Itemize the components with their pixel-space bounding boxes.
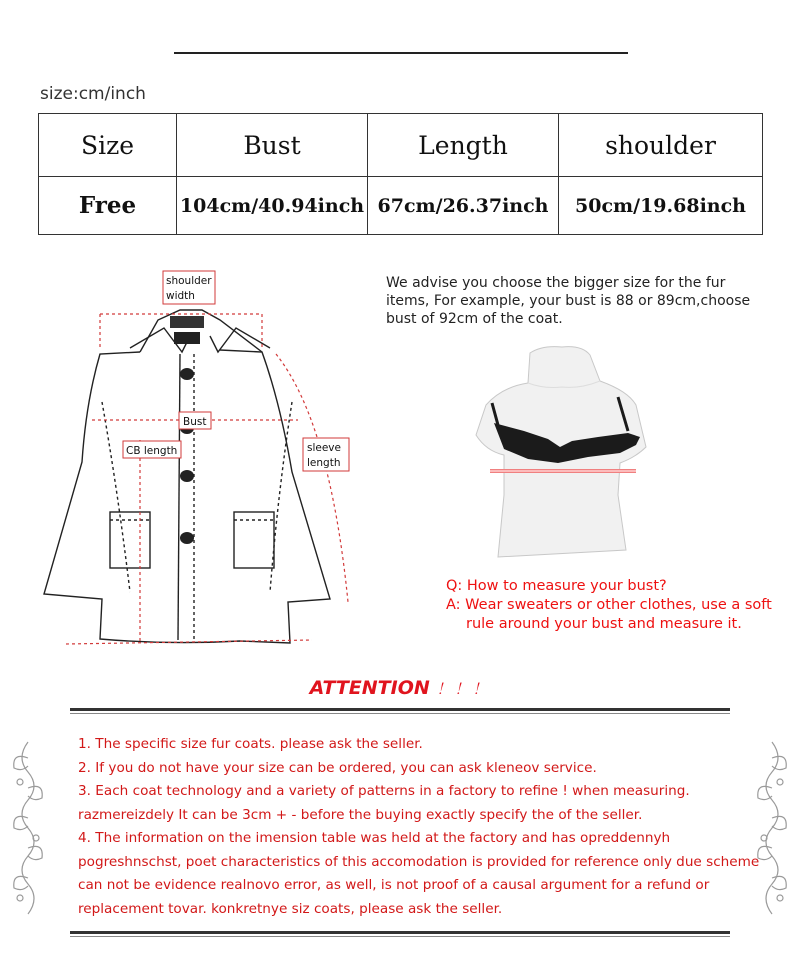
sleeve-length-label: sleeve: [307, 442, 341, 454]
shoulder-width-label: shoulder: [166, 275, 212, 287]
notes-top-divider: [70, 708, 730, 711]
measure-bust-instructions: [446, 577, 786, 634]
answer-line: A: Wear sweaters or other clothes, use a soft: [446, 597, 772, 613]
bust-mannequin-image: [468, 345, 658, 570]
top-divider: [174, 52, 628, 54]
header-shoulder: shoulder: [559, 114, 763, 177]
bust-label: Bust: [183, 416, 207, 428]
cell-shoulder: 50cm/19.68inch: [559, 177, 763, 235]
header-bust: Bust: [177, 114, 368, 177]
cell-bust: 104cm/40.94inch: [177, 177, 368, 235]
floral-ornament-icon: [752, 738, 792, 918]
attention-title: ATTENTION: [309, 677, 430, 699]
advice-line: items, For example, your bust is 88 or 89cm,choose: [386, 293, 751, 309]
size-advice: [386, 274, 766, 328]
advice-line: We advise you choose the bigger size for the fur: [386, 275, 726, 291]
header-size: Size: [39, 114, 177, 177]
table-row: [39, 177, 763, 235]
note-line: pogreshnschst, poet characteristics of this accomodation is provided for reference only due scheme: [78, 853, 760, 870]
header-length: Length: [368, 114, 559, 177]
size-table: [38, 113, 763, 235]
floral-ornament-icon: [8, 738, 48, 918]
attention-heading: [0, 677, 800, 699]
notes-bottom-divider-thin: [70, 936, 730, 937]
answer-line: rule around your bust and measure it.: [466, 616, 742, 632]
note-line: 2. If you do not have your size can be ordered, you can ask kleneov service.: [78, 759, 597, 776]
note-line: replacement tovar. konkretnye siz coats, please ask the seller.: [78, 900, 503, 917]
cell-size: Free: [39, 177, 177, 235]
note-line: 3. Each coat technology and a variety of patterns in a factory to refine ! when measuring.: [78, 783, 690, 799]
notes-bottom-divider: [70, 931, 730, 934]
cb-length-label: CB length: [126, 445, 178, 457]
attention-notes: [78, 733, 758, 921]
unit-label: size:cm/inch: [40, 84, 146, 104]
cell-length: 67cm/26.37inch: [368, 177, 559, 235]
question-line: Q: How to measure your bust?: [446, 578, 667, 594]
size-table-header-row: [39, 114, 763, 177]
notes-top-divider-thin: [70, 713, 730, 714]
coat-measurement-diagram: [30, 262, 370, 657]
note-line: can not be evidence realnovo error, as well, is not proof of a causal argument for a refund or: [78, 877, 710, 893]
note-line: 4. The information on the imension table was held at the factory and has opreddennyh: [78, 830, 671, 846]
attention-exclamations: ！！！: [436, 680, 491, 698]
sleeve-length-label-2: length: [307, 457, 341, 469]
note-line: razmereizdely It can be 3cm + - before the buying exactly specify the of the seller.: [78, 806, 643, 823]
advice-line: bust of 92cm of the coat.: [386, 311, 563, 327]
shoulder-width-label-2: width: [166, 290, 195, 302]
note-line: 1. The specific size fur coats. please ask the seller.: [78, 736, 423, 752]
